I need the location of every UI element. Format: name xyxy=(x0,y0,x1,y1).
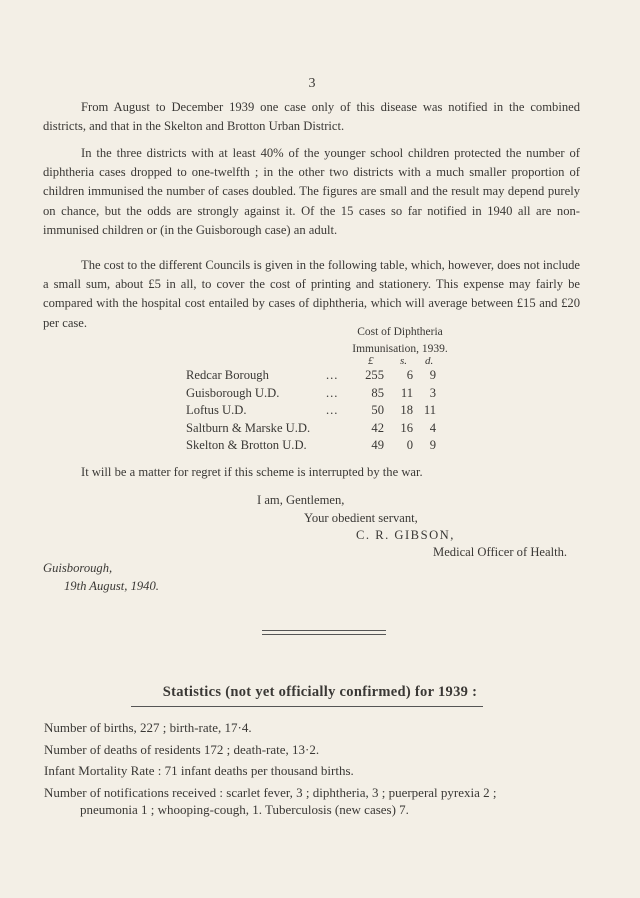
table-row xyxy=(186,438,446,456)
pence-value: 9 xyxy=(429,438,436,452)
pounds-value: 85 xyxy=(371,386,384,400)
statistics-heading: Statistics (not yet officially confirmed) for 1939 : xyxy=(162,684,478,700)
council-name: Skelton & Brotton U.D. xyxy=(186,438,307,452)
stat-births: Number of births, 227 ; birth-rate, 17·4. xyxy=(44,720,252,735)
stat-notifications-cont: pneumonia 1 ; whooping-cough, 1. Tuberculosis (new cases) 7. xyxy=(80,802,409,817)
regret-line: It will be a matter for regret if this scheme is interrupted by the war. xyxy=(81,465,423,479)
signatory: C. R. GIBSON, xyxy=(356,528,455,542)
pounds-value: 50 xyxy=(371,403,384,417)
shillings-value: 18 xyxy=(400,403,413,417)
officer-title: Medical Officer of Health. xyxy=(433,545,568,559)
pence-value: 11 xyxy=(423,403,436,417)
paragraph-text: The cost to the different Councils is given in the following table, which, however, does not include a small sum, about £5 in all, to cover the cost of printing and stationery. This expense may fairly be compared with the hospital cost entailed by cases of diphtheria, which will average between £15 and £20 per case. xyxy=(43,258,580,330)
paragraph-text: From August to December 1939 one case only of this disease was notified in the combined districts, and that in the Skelton and Brotton Urban District. xyxy=(43,100,580,134)
divider-rule xyxy=(262,634,386,635)
pounds-value: 255 xyxy=(365,368,384,382)
shillings-value: 0 xyxy=(406,438,413,452)
shillings-value: 11 xyxy=(400,386,413,400)
paragraph-cost xyxy=(43,256,580,333)
table-header-line2: Immunisation, 1939. xyxy=(352,343,448,355)
stat-deaths: Number of deaths of residents 172 ; death-rate, 13·2. xyxy=(44,742,320,757)
leader-dots: ... xyxy=(326,403,339,417)
table-row xyxy=(186,368,446,386)
heading-underline xyxy=(131,706,483,707)
stat-notifications: Number of notifications received : scarlet fever, 3 ; diphtheria, 3 ; puerperal pyrexia 2 ; xyxy=(44,785,497,800)
shillings-value: 16 xyxy=(400,421,413,435)
table-row xyxy=(186,403,446,421)
stat-infant-mortality: Infant Mortality Rate : 71 infant deaths per thousand births. xyxy=(44,763,354,778)
council-name: Loftus U.D. xyxy=(186,403,247,417)
place: Guisborough, xyxy=(43,561,113,575)
table-header-line1: Cost of Diphtheria xyxy=(357,326,443,338)
council-name: Saltburn & Marske U.D. xyxy=(186,421,311,435)
unit-pounds: £ xyxy=(368,355,374,367)
council-name: Guisborough U.D. xyxy=(186,386,280,400)
page-number: 3 xyxy=(308,76,316,91)
pence-value: 9 xyxy=(429,368,436,382)
leader-dots: ... xyxy=(326,368,339,382)
pence-value: 3 xyxy=(429,386,436,400)
paragraph-august-december xyxy=(43,98,580,136)
paragraph-text: In the three districts with at least 40% of the younger school children protected the number of diphtheria cases dropped to one-twelfth ; in the other two districts with a much smaller proportion of children immunised the number of cases doubled. The figures are small and the result may depend purely on chance, but the odds are strongly against it. Of the 15 cases so far notified in 1940 all are non-immunised children or (in the Guisborough case) an adult. xyxy=(43,146,580,237)
paragraph-three-districts xyxy=(43,144,580,240)
valediction: Your obedient servant, xyxy=(304,511,418,525)
table-row xyxy=(186,386,446,404)
salutation: I am, Gentlemen, xyxy=(257,493,345,507)
pence-value: 4 xyxy=(429,421,436,435)
shillings-value: 6 xyxy=(406,368,413,382)
unit-pence: d. xyxy=(425,355,434,367)
pounds-value: 42 xyxy=(371,421,384,435)
date: 19th August, 1940. xyxy=(64,579,159,593)
unit-shillings: s. xyxy=(400,355,408,367)
pounds-value: 49 xyxy=(371,438,384,452)
council-name: Redcar Borough xyxy=(186,368,269,382)
divider-rule xyxy=(262,630,386,631)
leader-dots: ... xyxy=(326,386,339,400)
table-row xyxy=(186,421,446,439)
